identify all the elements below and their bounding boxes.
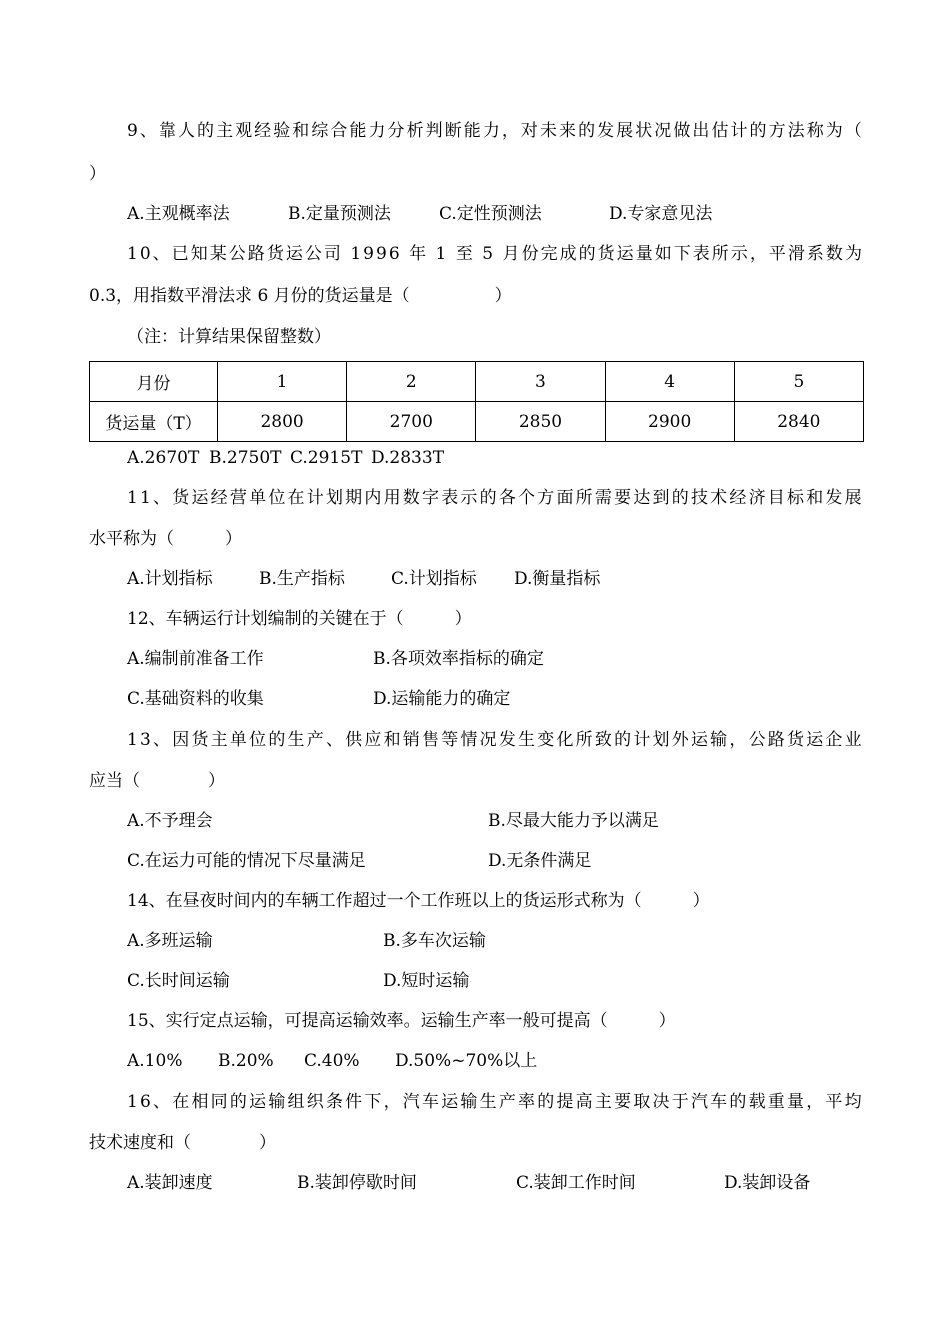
question-10-option-b: B.2750T xyxy=(209,448,282,468)
question-10-note: （注：计算结果保留整数） xyxy=(127,327,331,347)
question-10-line-2: 0.3，用指数平滑法求 6 月份的货运量是（ ） xyxy=(89,286,512,306)
question-14-option-d: D.短时运输 xyxy=(383,971,470,991)
question-11-line-2: 水平称为（ ） xyxy=(89,529,242,549)
question-13-line-2: 应当（ ） xyxy=(89,771,225,791)
question-9-line-2: ） xyxy=(89,164,106,184)
question-13-option-a: A.不予理会 xyxy=(127,811,213,831)
question-15-option-c: C.40% xyxy=(304,1051,360,1071)
table-cell: 5 xyxy=(734,362,863,402)
cargo-volume-table xyxy=(89,361,864,442)
question-16-line-2: 技术速度和（ ） xyxy=(89,1133,276,1153)
table-cell: 2900 xyxy=(605,402,734,442)
question-16-option-b: B.装卸停歇时间 xyxy=(297,1173,417,1193)
question-10-option-c: C.2915T xyxy=(290,448,363,468)
question-10-option-a: A.2670T xyxy=(127,448,200,468)
table-cell: 2 xyxy=(347,362,476,402)
table-row-volume xyxy=(90,402,864,442)
question-11-option-c: C.计划指标 xyxy=(391,569,477,589)
question-15-option-a: A.10% xyxy=(127,1051,183,1071)
question-14-option-a: A.多班运输 xyxy=(127,931,213,951)
table-row-month xyxy=(90,362,864,402)
table-cell: 3 xyxy=(476,362,605,402)
question-13-option-b: B.尽最大能力予以满足 xyxy=(488,811,659,831)
question-11-option-b: B.生产指标 xyxy=(259,569,345,589)
table-cell: 2700 xyxy=(347,402,476,442)
question-13-option-c: C.在运力可能的情况下尽量满足 xyxy=(127,851,366,871)
question-12-line-1: 12、车辆运行计划编制的关键在于（ ） xyxy=(127,609,472,629)
question-16-option-a: A.装卸速度 xyxy=(127,1173,213,1193)
question-11-option-a: A.计划指标 xyxy=(127,569,213,589)
question-14-option-c: C.长时间运输 xyxy=(127,971,230,991)
question-14-line-1: 14、在昼夜时间内的车辆工作超过一个工作班以上的货运形式称为（ ） xyxy=(127,891,710,911)
question-11-line-1: 11、货运经营单位在计划期内用数字表示的各个方面所需要达到的技术经济目标和发展 xyxy=(127,488,864,508)
question-16-line-1: 16、在相同的运输组织条件下，汽车运输生产率的提高主要取决于汽车的载重量，平均 xyxy=(127,1092,864,1112)
question-15-option-b: B.20% xyxy=(218,1051,274,1071)
question-12-option-b: B.各项效率指标的确定 xyxy=(373,649,544,669)
question-13-option-d: D.无条件满足 xyxy=(488,851,592,871)
table-row-label: 货运量（T） xyxy=(90,402,218,442)
question-14-option-b: B.多车次运输 xyxy=(383,931,486,951)
question-15-line-1: 15、实行定点运输，可提高运输效率。运输生产率一般可提高（ ） xyxy=(127,1011,676,1031)
table-cell: 4 xyxy=(605,362,734,402)
question-9-option-c: C.定性预测法 xyxy=(439,204,542,224)
question-9-option-b: B.定量预测法 xyxy=(288,204,391,224)
table-row-label: 月份 xyxy=(90,362,218,402)
table-cell: 2800 xyxy=(218,402,347,442)
question-13-line-1: 13、因货主单位的生产、供应和销售等情况发生变化所致的计划外运输，公路货运企业 xyxy=(127,730,864,750)
table-cell: 2840 xyxy=(734,402,863,442)
question-12-option-d: D.运输能力的确定 xyxy=(373,689,511,709)
question-9-option-a: A.主观概率法 xyxy=(127,204,230,224)
question-12-option-c: C.基础资料的收集 xyxy=(127,689,264,709)
question-15-option-d: D.50%~70%以上 xyxy=(395,1051,538,1071)
table-cell: 1 xyxy=(218,362,347,402)
question-9-line-1: 9、靠人的主观经验和综合能力分析判断能力，对未来的发展状况做出估计的方法称为（ xyxy=(127,121,864,141)
table-cell: 2850 xyxy=(476,402,605,442)
question-16-option-c: C.装卸工作时间 xyxy=(516,1173,636,1193)
question-9-option-d: D.专家意见法 xyxy=(609,204,713,224)
question-11-option-d: D.衡量指标 xyxy=(514,569,601,589)
question-10-option-d: D.2833T xyxy=(371,448,445,468)
question-16-option-d: D.装卸设备 xyxy=(724,1173,811,1193)
question-10-line-1: 10、已知某公路货运公司 1996 年 1 至 5 月份完成的货运量如下表所示，平滑系数为 xyxy=(127,244,864,264)
question-12-option-a: A.编制前准备工作 xyxy=(127,649,264,669)
